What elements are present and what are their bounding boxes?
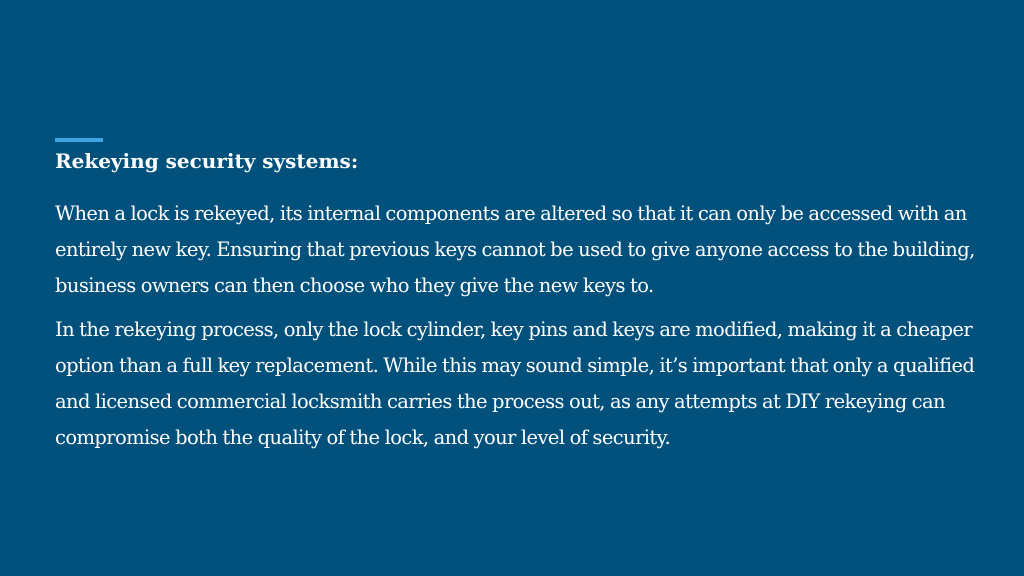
slide-body: [55, 196, 985, 464]
body-paragraph-1: When a lock is rekeyed, its internal components are altered so that it can only be accessed with an entirely new key. Ensuring that previous keys cannot be used to give anyone access to the building, business owners can then choose who they give the new keys to.: [55, 202, 975, 297]
body-paragraph-2: In the rekeying process, only the lock cylinder, key pins and keys are modified, making it a cheaper option than a full key replacement. While this may sound simple, it’s important that only a qualified and licensed commercial locksmith carries the process out, as any attempts at DIY rekeying can compromise both the quality of the lock, and your level of security.: [55, 318, 975, 449]
heading-accent-bar: [55, 138, 103, 142]
slide-heading: Rekeying security systems:: [55, 149, 359, 173]
